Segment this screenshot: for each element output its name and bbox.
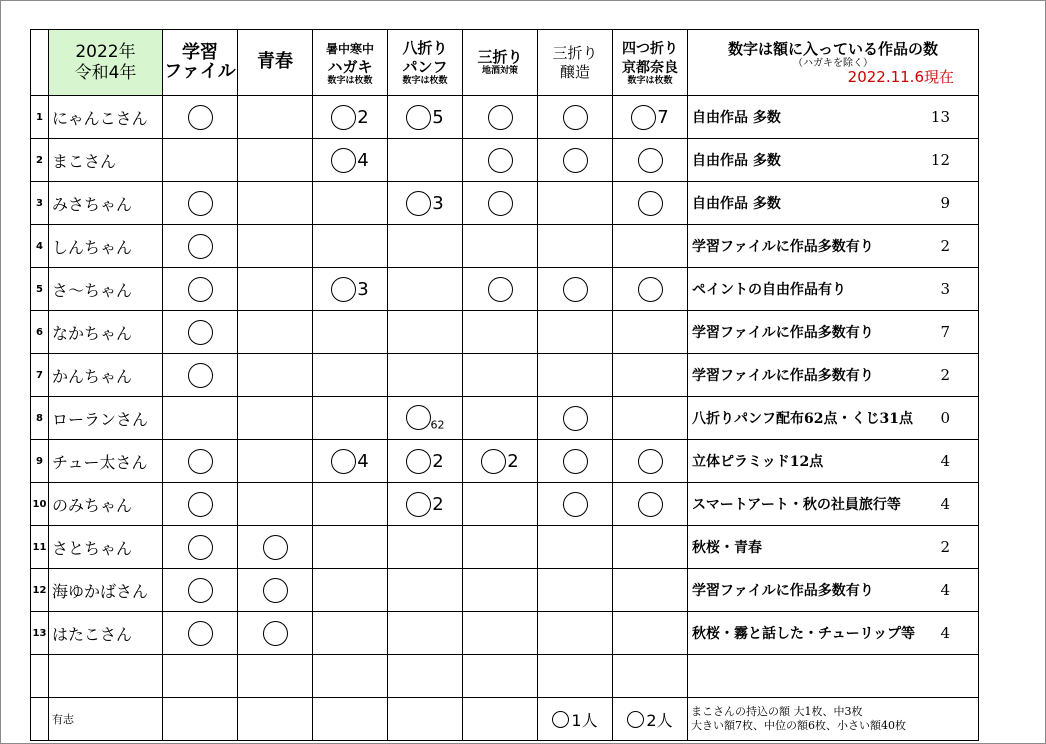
- empty-row: [31, 655, 979, 698]
- mark-cell: [388, 139, 463, 182]
- mark-cell: [388, 311, 463, 354]
- empty-cell: [163, 655, 238, 698]
- row-number: 11: [31, 526, 49, 569]
- mark-cell: [463, 225, 538, 268]
- row-count: 4: [940, 495, 950, 513]
- row-count: 12: [930, 151, 950, 169]
- mark-cell: [163, 483, 238, 526]
- col-6-line1: 三折り: [552, 43, 598, 62]
- row-number: 1: [31, 96, 49, 139]
- mark-cell: [238, 354, 313, 397]
- mark-count: 2: [432, 493, 444, 515]
- footer-note-line2: 大きい額7枚、中位の額6枚、小さい額40枚: [691, 719, 906, 732]
- year-label: 2022年: [75, 42, 136, 63]
- mark-cell: [538, 268, 613, 311]
- row-number: 3: [31, 182, 49, 225]
- mark-cell: [238, 225, 313, 268]
- circle-mark-icon: [188, 492, 213, 517]
- mark-cell: [388, 569, 463, 612]
- mark-cell: [163, 139, 238, 182]
- col-3-line2: ハガキ: [327, 57, 373, 76]
- footer-cell: [163, 698, 238, 741]
- footer-num-cell: [31, 698, 49, 741]
- col-5-line1: 三折り: [477, 48, 523, 67]
- footer-col7-count: 2人: [646, 710, 673, 730]
- row-desc: 立体ピラミッド12点: [692, 454, 824, 470]
- row-count: 4: [940, 624, 950, 642]
- mark-cell: [238, 483, 313, 526]
- mark-cell: [163, 311, 238, 354]
- mark-cell: [313, 397, 388, 440]
- mark-cell: [463, 354, 538, 397]
- mark-cell: [163, 569, 238, 612]
- table-row: [31, 354, 979, 397]
- era-label: 令和4年: [74, 62, 137, 83]
- mark-cell: [463, 182, 538, 225]
- mark-cell: [313, 182, 388, 225]
- row-number: 12: [31, 569, 49, 612]
- mark-cell: [388, 397, 463, 440]
- table-row: [31, 182, 979, 225]
- row-desc: 秋桜・霧と話した・チューリップ等: [692, 626, 916, 642]
- row-desc: 秋桜・青春: [692, 540, 762, 556]
- empty-cell: [49, 655, 163, 698]
- row-number: 4: [31, 225, 49, 268]
- mark-cell: [613, 225, 688, 268]
- mark-cell: [538, 569, 613, 612]
- circle-mark-icon: [188, 234, 213, 259]
- row-name: まこさん: [49, 139, 163, 182]
- row-name: チュー太さん: [49, 440, 163, 483]
- mark-cell: [538, 612, 613, 655]
- circle-mark-icon: [552, 711, 569, 728]
- mark-cell: [238, 96, 313, 139]
- col-3-sub: 数字は枚数: [327, 75, 373, 86]
- row-name: にゃんこさん: [49, 96, 163, 139]
- mark-count: 5: [432, 106, 444, 128]
- table-row: [31, 311, 979, 354]
- row-desc-cell: [688, 483, 979, 526]
- mark-cell: [463, 397, 538, 440]
- mark-count: 3: [432, 192, 444, 214]
- mark-cell: [538, 397, 613, 440]
- row-desc: 学習ファイルに作品多数有り: [692, 583, 874, 599]
- circle-mark-icon: [263, 621, 288, 646]
- col-1-line2: ファイル: [164, 60, 236, 82]
- mark-cell: [463, 612, 538, 655]
- mark-cell: [388, 96, 463, 139]
- mark-cell: [238, 182, 313, 225]
- table-row: [31, 397, 979, 440]
- circle-mark-icon: [331, 277, 356, 302]
- mark-cell: [388, 225, 463, 268]
- circle-mark-icon: [188, 363, 213, 388]
- row-name: 海ゆかばさん: [49, 569, 163, 612]
- footer-row: [31, 698, 979, 741]
- circle-mark-icon: [481, 449, 506, 474]
- mark-cell: [613, 311, 688, 354]
- row-count: 4: [940, 452, 950, 470]
- row-desc: 自由作品 多数: [692, 153, 781, 169]
- mark-cell: [538, 225, 613, 268]
- mark-cell: [238, 440, 313, 483]
- empty-cell: [463, 655, 538, 698]
- circle-mark-icon: [188, 578, 213, 603]
- row-desc: 自由作品 多数: [692, 110, 781, 126]
- mark-cell: [463, 526, 538, 569]
- mark-cell: [613, 397, 688, 440]
- header-col-6: [538, 30, 613, 96]
- mark-cell: [538, 182, 613, 225]
- table-row: [31, 440, 979, 483]
- table-row: [31, 483, 979, 526]
- row-desc: 学習ファイルに作品多数有り: [692, 239, 874, 255]
- mark-cell: [538, 139, 613, 182]
- empty-cell: [688, 655, 979, 698]
- mark-count: 4: [357, 450, 369, 472]
- circle-mark-icon: [331, 449, 356, 474]
- mark-cell: [538, 483, 613, 526]
- mark-cell: [388, 440, 463, 483]
- header-desc-cell: [688, 30, 979, 96]
- header-col-2: [238, 30, 313, 96]
- footer-note-line1: まこさんの持込の額 大1枚、中3枚: [691, 704, 863, 718]
- table-row: [31, 526, 979, 569]
- mark-count: 4: [357, 149, 369, 171]
- mark-count: 3: [357, 278, 369, 300]
- mark-cell: [163, 268, 238, 311]
- row-number: 5: [31, 268, 49, 311]
- mark-cell: [613, 354, 688, 397]
- mark-cell: [313, 440, 388, 483]
- row-count: 3: [940, 280, 950, 298]
- row-desc-cell: [688, 225, 979, 268]
- mark-cell: [463, 268, 538, 311]
- row-number: 8: [31, 397, 49, 440]
- circle-mark-icon: [188, 449, 213, 474]
- mark-count: 2: [507, 450, 519, 472]
- mark-cell: [613, 96, 688, 139]
- row-desc-cell: [688, 612, 979, 655]
- circle-mark-icon: [188, 320, 213, 345]
- row-name: のみちゃん: [49, 483, 163, 526]
- empty-cell: [31, 655, 49, 698]
- row-desc-cell: [688, 354, 979, 397]
- footer-cell: [388, 698, 463, 741]
- mark-cell: [613, 440, 688, 483]
- row-number: 10: [31, 483, 49, 526]
- mark-cell: [463, 311, 538, 354]
- mark-cell: [163, 440, 238, 483]
- circle-mark-icon: [563, 406, 588, 431]
- mark-cell: [538, 440, 613, 483]
- circle-mark-icon: [263, 535, 288, 560]
- footer-col6-count: 1人: [571, 710, 598, 730]
- mark-cell: [313, 354, 388, 397]
- mark-cell: [613, 569, 688, 612]
- mark-cell: [313, 96, 388, 139]
- desc-date: 2022.11.6現在: [847, 67, 954, 86]
- row-desc-cell: [688, 139, 979, 182]
- mark-cell: [463, 483, 538, 526]
- mark-count: 7: [657, 106, 669, 128]
- row-desc-cell: [688, 440, 979, 483]
- circle-mark-icon: [563, 492, 588, 517]
- mark-cell: [238, 139, 313, 182]
- circle-mark-icon: [406, 191, 431, 216]
- circle-mark-icon: [406, 492, 431, 517]
- mark-cell: [238, 311, 313, 354]
- empty-cell: [238, 655, 313, 698]
- row-count: 9: [940, 194, 950, 212]
- row-desc-cell: [688, 96, 979, 139]
- mark-cell: [163, 225, 238, 268]
- row-desc-cell: [688, 569, 979, 612]
- circle-mark-icon: [188, 535, 213, 560]
- mark-count: 62: [430, 418, 445, 432]
- mark-cell: [388, 354, 463, 397]
- row-number: 2: [31, 139, 49, 182]
- circle-mark-icon: [638, 148, 663, 173]
- table-row: [31, 96, 979, 139]
- circle-mark-icon: [488, 105, 513, 130]
- circle-mark-icon: [563, 148, 588, 173]
- row-name: みさちゃん: [49, 182, 163, 225]
- mark-cell: [463, 139, 538, 182]
- empty-cell: [538, 655, 613, 698]
- table-row: [31, 569, 979, 612]
- mark-cell: [163, 182, 238, 225]
- row-number: 6: [31, 311, 49, 354]
- mark-cell: [313, 483, 388, 526]
- mark-cell: [238, 526, 313, 569]
- circle-mark-icon: [563, 277, 588, 302]
- row-name: なかちゃん: [49, 311, 163, 354]
- mark-cell: [538, 96, 613, 139]
- mark-cell: [163, 612, 238, 655]
- row-count: 4: [940, 581, 950, 599]
- row-count: 2: [940, 366, 950, 384]
- mark-cell: [313, 268, 388, 311]
- works-table: [30, 29, 979, 741]
- row-desc: 自由作品 多数: [692, 196, 781, 212]
- row-number: 9: [31, 440, 49, 483]
- table-row: [31, 139, 979, 182]
- mark-cell: [388, 483, 463, 526]
- table-row: [31, 612, 979, 655]
- mark-cell: [388, 526, 463, 569]
- mark-cell: [238, 569, 313, 612]
- mark-cell: [238, 268, 313, 311]
- mark-cell: [313, 612, 388, 655]
- mark-count: 2: [432, 450, 444, 472]
- row-desc-cell: [688, 182, 979, 225]
- mark-cell: [613, 612, 688, 655]
- mark-cell: [538, 354, 613, 397]
- mark-cell: [163, 397, 238, 440]
- mark-cell: [313, 311, 388, 354]
- mark-cell: [613, 182, 688, 225]
- row-number: 7: [31, 354, 49, 397]
- circle-mark-icon: [638, 449, 663, 474]
- mark-count: 2: [357, 106, 369, 128]
- row-desc-cell: [688, 526, 979, 569]
- mark-cell: [388, 182, 463, 225]
- col-4-line2: パンフ: [402, 57, 448, 76]
- row-count: 2: [940, 237, 950, 255]
- circle-mark-icon: [331, 105, 356, 130]
- circle-mark-icon: [263, 578, 288, 603]
- row-name: はたこさん: [49, 612, 163, 655]
- circle-mark-icon: [188, 105, 213, 130]
- table-body: [31, 96, 979, 655]
- mark-cell: [463, 440, 538, 483]
- mark-cell: [163, 96, 238, 139]
- header-num-cell: [31, 30, 49, 96]
- mark-cell: [538, 311, 613, 354]
- col-7-line1: 四つ折り: [622, 40, 678, 57]
- desc-title: 数字は額に入っている作品の数: [727, 39, 938, 58]
- circle-mark-icon: [188, 191, 213, 216]
- header-col-4: [388, 30, 463, 96]
- header-col-7: [613, 30, 688, 96]
- mark-cell: [313, 139, 388, 182]
- col-4-sub: 数字は枚数: [402, 75, 448, 86]
- mark-cell: [313, 225, 388, 268]
- circle-mark-icon: [638, 277, 663, 302]
- footer-note: [688, 698, 979, 741]
- circle-mark-icon: [406, 449, 431, 474]
- mark-cell: [388, 268, 463, 311]
- circle-mark-icon: [563, 449, 588, 474]
- circle-mark-icon: [638, 191, 663, 216]
- col-3-line1: 暑中寒中: [325, 41, 374, 56]
- mark-cell: [388, 612, 463, 655]
- circle-mark-icon: [488, 148, 513, 173]
- row-name: さ～ちゃん: [49, 268, 163, 311]
- empty-cell: [388, 655, 463, 698]
- mark-cell: [313, 526, 388, 569]
- empty-cell: [313, 655, 388, 698]
- footer-col-7: [613, 698, 688, 741]
- empty-cell: [613, 655, 688, 698]
- mark-cell: [613, 268, 688, 311]
- row-count: 13: [930, 108, 950, 126]
- row-desc-cell: [688, 268, 979, 311]
- mark-cell: [163, 526, 238, 569]
- mark-cell: [163, 354, 238, 397]
- mark-cell: [613, 483, 688, 526]
- header-col-1: [163, 30, 238, 96]
- row-name: かんちゃん: [49, 354, 163, 397]
- col-7-line2: 京都奈良: [622, 59, 678, 76]
- circle-mark-icon: [188, 277, 213, 302]
- circle-mark-icon: [631, 105, 656, 130]
- row-name: ローランさん: [49, 397, 163, 440]
- header-year-cell: [49, 30, 163, 96]
- circle-mark-icon: [406, 405, 431, 430]
- circle-mark-icon: [331, 148, 356, 173]
- circle-mark-icon: [488, 191, 513, 216]
- mark-cell: [538, 526, 613, 569]
- row-count: 0: [940, 409, 950, 427]
- row-name: しんちゃん: [49, 225, 163, 268]
- circle-mark-icon: [627, 711, 644, 728]
- col-6-line2: 醸造: [559, 62, 590, 81]
- header-row: [31, 30, 979, 96]
- mark-cell: [613, 526, 688, 569]
- circle-mark-icon: [488, 277, 513, 302]
- row-desc-cell: [688, 311, 979, 354]
- footer-col-6: [538, 698, 613, 741]
- footer-label: 有志: [49, 698, 163, 741]
- circle-mark-icon: [638, 492, 663, 517]
- table-row: [31, 268, 979, 311]
- header-col-5: [463, 30, 538, 96]
- row-count: 2: [940, 538, 950, 556]
- row-desc-cell: [688, 397, 979, 440]
- mark-cell: [463, 96, 538, 139]
- mark-cell: [238, 397, 313, 440]
- col-5-sub: 地酒対策: [481, 66, 518, 77]
- mark-cell: [313, 569, 388, 612]
- desc-note: （ハガキを除く）: [793, 58, 873, 70]
- col-1-line1: 学習: [182, 41, 218, 63]
- col-2-line1: 青春: [257, 51, 293, 73]
- row-number: 13: [31, 612, 49, 655]
- col-4-line1: 八折り: [402, 38, 448, 57]
- row-desc: 学習ファイルに作品多数有り: [692, 368, 874, 384]
- header-col-3: [313, 30, 388, 96]
- footer-cell: [463, 698, 538, 741]
- circle-mark-icon: [406, 105, 431, 130]
- row-desc: 八折りパンフ配布62点・くじ31点: [692, 411, 913, 427]
- circle-mark-icon: [563, 105, 588, 130]
- mark-cell: [613, 139, 688, 182]
- row-desc: スマートアート・秋の社員旅行等: [692, 497, 901, 513]
- col-7-sub: 数字は枚数: [627, 75, 673, 86]
- table-row: [31, 225, 979, 268]
- row-desc: ペイントの自由作品有り: [692, 282, 846, 298]
- footer-cell: [238, 698, 313, 741]
- mark-cell: [463, 569, 538, 612]
- row-name: さとちゃん: [49, 526, 163, 569]
- row-desc: 学習ファイルに作品多数有り: [692, 325, 874, 341]
- footer-cell: [313, 698, 388, 741]
- circle-mark-icon: [188, 621, 213, 646]
- mark-cell: [238, 612, 313, 655]
- row-count: 7: [940, 323, 950, 341]
